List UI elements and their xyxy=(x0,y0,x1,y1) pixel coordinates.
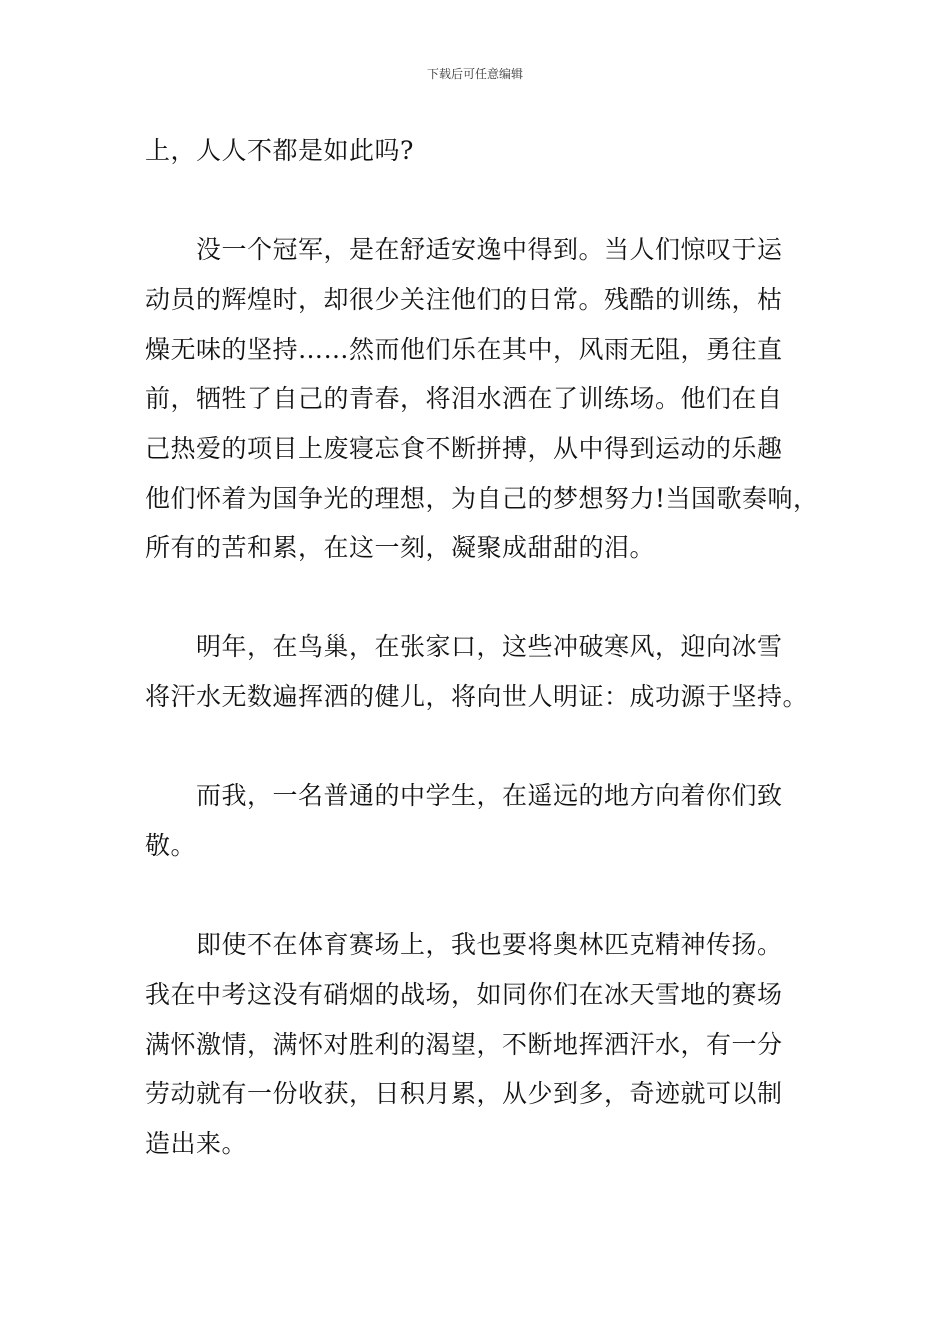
paragraph-2-line-7: 所有的苦和累，在这一刻，凝聚成甜甜的泪。 xyxy=(145,533,656,562)
paragraph-5-line-4: 劳动就有一份收获，日积月累，从少到多，奇迹就可以制 xyxy=(145,1079,783,1108)
paragraph-2-line-6: 他们怀着为国争光的理想，为自己的梦想努力!当国歌奏响， xyxy=(145,484,819,513)
paragraph-2-line-3: 燥无味的坚持……然而他们乐在其中，风雨无阻，勇往直 xyxy=(145,335,783,364)
paragraph-3-line-2: 将汗水无数遍挥洒的健儿，将向世人明证：成功源于坚持。 xyxy=(145,682,809,711)
paragraph-5-line-5: 造出来。 xyxy=(145,1129,248,1158)
page-header: 下载后可任意编辑 xyxy=(426,67,523,81)
paragraph-3-line-1: 明年，在鸟巢，在张家口，这些冲破寒风，迎向冰雪 xyxy=(145,632,783,661)
paragraph-2-line-5: 己热爱的项目上废寝忘食不断拼搏，从中得到运动的乐趣 xyxy=(145,434,783,463)
paragraph-2-line-2: 动员的辉煌时，却很少关注他们的日常。残酷的训练，枯 xyxy=(145,285,783,314)
paragraph-5-line-1: 即使不在体育赛场上，我也要将奥林匹克精神传扬。 xyxy=(145,930,783,959)
paragraph-5-line-2: 我在中考这没有硝烟的战场，如同你们在冰天雪地的赛场 xyxy=(145,980,783,1009)
paragraph-2-line-4: 前，牺牲了自己的青春，将泪水洒在了训练场。他们在自 xyxy=(145,384,783,413)
paragraph-4-line-1: 而我，一名普通的中学生，在遥远的地方向着你们致 xyxy=(145,781,783,810)
paragraph-2-line-1: 没一个冠军，是在舒适安逸中得到。当人们惊叹于运 xyxy=(145,235,783,264)
paragraph-1-line-1: 上，人人不都是如此吗? xyxy=(145,136,414,165)
paragraph-4-line-2: 敬。 xyxy=(145,831,197,860)
paragraph-5-line-3: 满怀激情，满怀对胜利的渴望，不断地挥洒汗水，有一分 xyxy=(145,1030,783,1059)
